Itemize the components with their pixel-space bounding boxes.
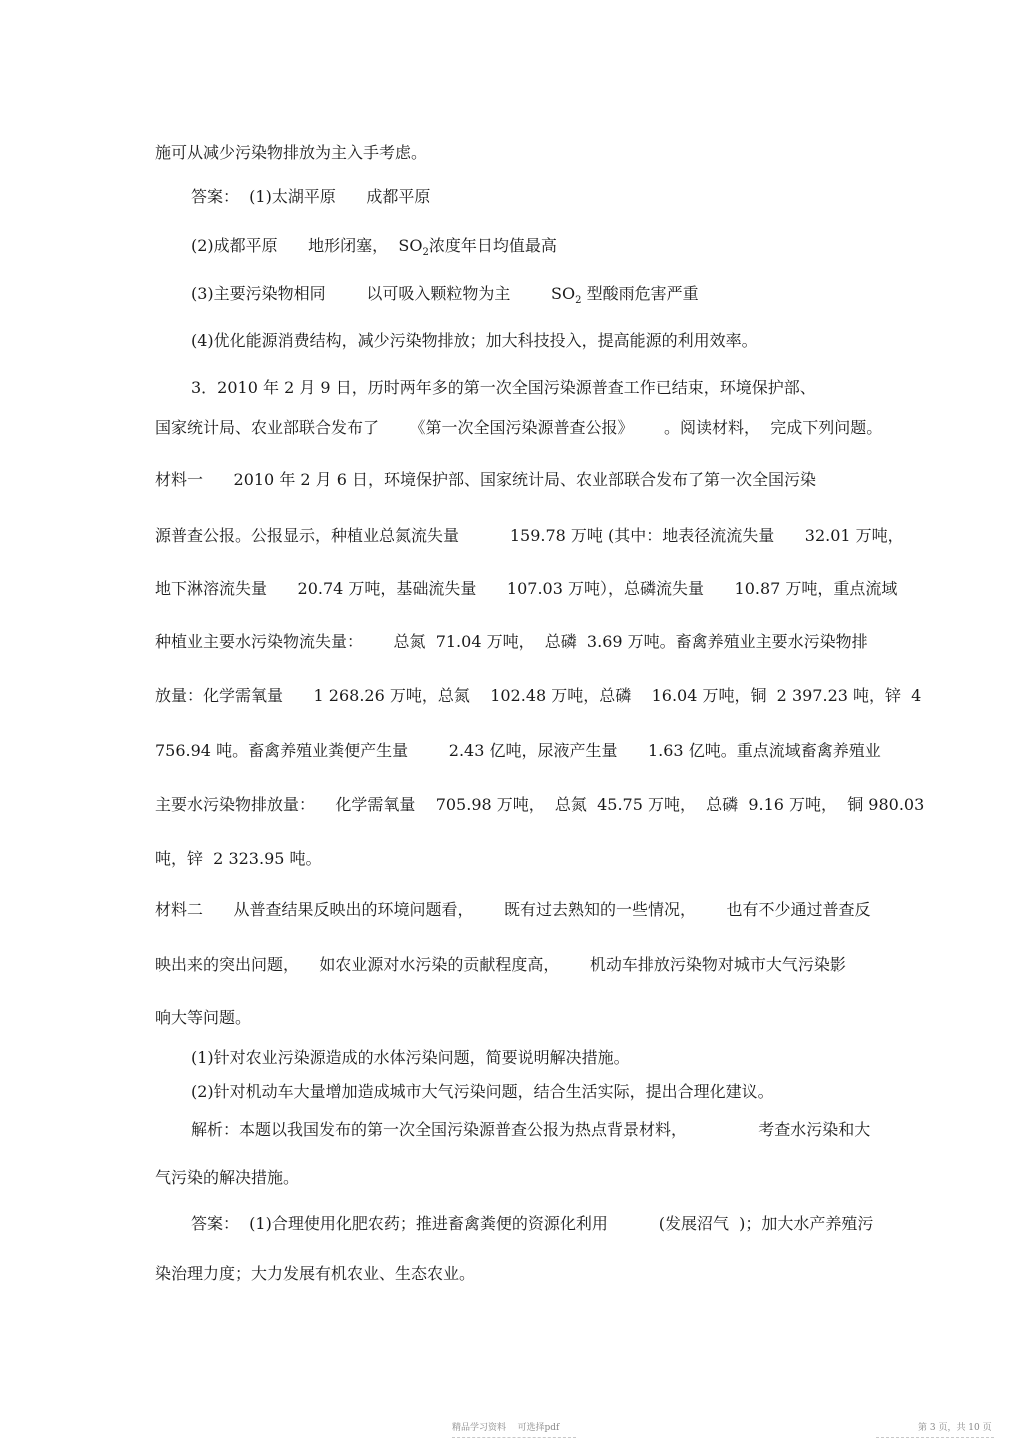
page-number: 第 3 页，共 10 页: [918, 1423, 992, 1433]
text-line: 答案： (1)合理使用化肥农药；推进畜禽粪便的资源化利用 (发展沼气 )；加大水产养殖污: [191, 1214, 874, 1233]
text-line: [191, 236, 557, 259]
text-line: (4)优化能源消费结构，减少污染物排放；加大科技投入，提高能源的利用效率。: [191, 331, 758, 350]
text-line: 吨，锌 2 323.95 吨。: [155, 849, 322, 868]
footer-left: 精品学习资料 可选择pdf: [452, 1423, 560, 1433]
text-line: 3．2010 年 2 月 9 日，历时两年多的第一次全国污染源普查工作已结束，环境保护部、: [191, 378, 816, 397]
text-line: (2)针对机动车大量增加造成城市大气污染问题，结合生活实际，提出合理化建议。: [191, 1082, 774, 1101]
text-line: (1)针对农业污染源造成的水体污染问题，简要说明解决措施。: [191, 1048, 630, 1067]
text-line: 响大等问题。: [155, 1008, 252, 1027]
subscript: 2: [422, 247, 429, 258]
text-line: 放量：化学需氧量 1 268.26 万吨，总氮 102.48 万吨，总磷 16.04 万吨，铜 2 397.23 吨，锌 4: [155, 686, 922, 705]
text-line: [191, 284, 699, 307]
text-line: 主要水污染物排放量： 化学需氧量 705.98 万吨， 总氮 45.75 万吨， 总磷 9.16 万吨， 铜 980.03: [155, 795, 925, 814]
text-line: 地下淋溶流失量 20.74 万吨，基础流失量 107.03 万吨），总磷流失量 10.87 万吨，重点流域: [155, 579, 898, 598]
text-line: 解析：本题以我国发布的第一次全国污染源普查公报为热点背景材料， 考查水污染和大: [191, 1120, 871, 1139]
text-line: 种植业主要水污染物流失量： 总氮 71.04 万吨， 总磷 3.69 万吨。畜禽养殖业主要水污染物排: [155, 632, 868, 651]
text-segment: 浓度年日均值最高: [428, 236, 557, 255]
text-segment: (2)成都平原 地形闭塞， SO: [191, 236, 423, 255]
text-line: 染治理力度；大力发展有机农业、生态农业。: [155, 1264, 476, 1283]
footer-divider: [876, 1437, 994, 1438]
text-line: 源普查公报。公报显示，种植业总氮流失量 159.78 万吨 (其中：地表径流流失量 32.01 万吨，: [155, 526, 904, 545]
text-line: 映出来的突出问题， 如农业源对水污染的贡献程度高， 机动车排放污染物对城市大气污染影: [155, 955, 846, 974]
text-line: 材料二 从普查结果反映出的环境问题看， 既有过去熟知的一些情况， 也有不少通过普查反: [155, 900, 871, 919]
text-line: 国家统计局、农业部联合发布了 《第一次全国污染源普查公报》 。阅读材料， 完成下列问题。: [155, 418, 883, 437]
footer-divider: [452, 1437, 576, 1438]
text-line: 施可从减少污染物排放为主入手考虑。: [155, 143, 428, 162]
text-line: 气污染的解决措施。: [155, 1168, 300, 1187]
text-line: 材料一 2010 年 2 月 6 日，环境保护部、国家统计局、农业部联合发布了第一次全国污染: [155, 470, 817, 489]
text-segment: (3)主要污染物相同 以可吸入颗粒物为主 SO: [191, 284, 576, 303]
text-line: 答案： (1)太湖平原 成都平原: [191, 187, 431, 206]
text-line: 756.94 吨。畜禽养殖业粪便产生量 2.43 亿吨，尿液产生量 1.63 亿吨。重点流域畜禽养殖业: [155, 741, 881, 760]
text-segment: 型酸雨危害严重: [581, 284, 699, 303]
subscript: 2: [575, 295, 582, 306]
